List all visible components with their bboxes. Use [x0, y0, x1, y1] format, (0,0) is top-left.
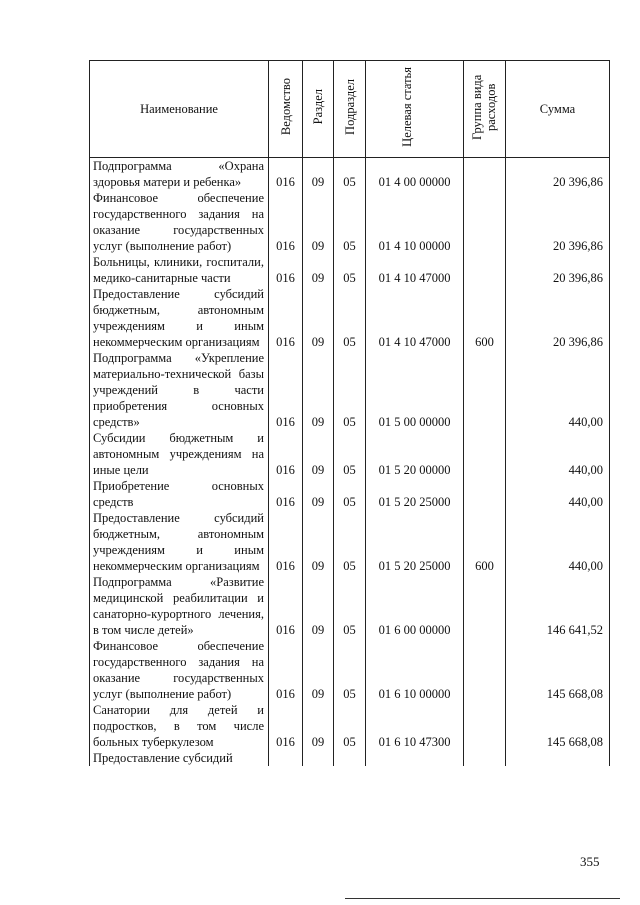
row-vedomstvo [269, 750, 303, 766]
row-razdel: 09 [303, 702, 334, 750]
row-gruppa: 600 [464, 510, 506, 574]
row-name: Предоставление субсидий [90, 750, 269, 766]
row-razdel: 09 [303, 190, 334, 254]
row-vedomstvo: 016 [269, 478, 303, 510]
row-summa: 440,00 [506, 430, 610, 478]
row-razdel: 09 [303, 478, 334, 510]
page-number: 355 [580, 854, 600, 869]
row-statya: 01 4 00 00000 [366, 158, 464, 191]
table-row [90, 350, 610, 430]
table-row [90, 638, 610, 702]
row-statya: 01 4 10 00000 [366, 190, 464, 254]
row-razdel [303, 750, 334, 766]
row-summa: 20 396,86 [506, 190, 610, 254]
table-header-row [90, 61, 610, 158]
row-gruppa [464, 254, 506, 286]
table-row [90, 574, 610, 638]
row-name: Санатории для детей и подростков, в том числе больных туберкулезом [90, 702, 269, 750]
row-summa: 20 396,86 [506, 286, 610, 350]
row-vedomstvo: 016 [269, 158, 303, 191]
row-vedomstvo: 016 [269, 638, 303, 702]
row-summa: 440,00 [506, 350, 610, 430]
header-statya [366, 61, 464, 158]
table-row [90, 430, 610, 478]
row-podrazdel: 05 [334, 478, 366, 510]
header-podrazdel [334, 61, 366, 158]
row-statya: 01 4 10 47000 [366, 254, 464, 286]
row-podrazdel: 05 [334, 254, 366, 286]
row-vedomstvo: 016 [269, 254, 303, 286]
row-vedomstvo: 016 [269, 510, 303, 574]
row-statya: 01 6 10 47300 [366, 702, 464, 750]
row-razdel: 09 [303, 574, 334, 638]
row-statya [366, 750, 464, 766]
table-row [90, 750, 610, 766]
row-gruppa [464, 190, 506, 254]
row-statya: 01 4 10 47000 [366, 286, 464, 350]
row-gruppa [464, 702, 506, 750]
header-gruppa-label: Группа вида расходов [469, 74, 498, 140]
row-summa: 440,00 [506, 510, 610, 574]
row-summa: 20 396,86 [506, 158, 610, 191]
row-name: Подпрограмма «Развитие медицинской реабилитации и санаторно-курортного лечения, в том числе детей» [90, 574, 269, 638]
row-name: Подпрограмма «Охрана здоровья матери и ребенка» [90, 158, 269, 191]
row-podrazdel: 05 [334, 430, 366, 478]
row-podrazdel: 05 [334, 158, 366, 191]
table-row [90, 510, 610, 574]
row-statya: 01 5 00 00000 [366, 350, 464, 430]
table-row [90, 702, 610, 750]
row-razdel: 09 [303, 350, 334, 430]
row-summa [506, 750, 610, 766]
row-vedomstvo: 016 [269, 430, 303, 478]
row-podrazdel: 05 [334, 190, 366, 254]
row-podrazdel: 05 [334, 574, 366, 638]
row-gruppa [464, 430, 506, 478]
table-row [90, 478, 610, 510]
row-vedomstvo: 016 [269, 286, 303, 350]
row-razdel: 09 [303, 158, 334, 191]
row-gruppa: 600 [464, 286, 506, 350]
row-podrazdel: 05 [334, 638, 366, 702]
row-summa: 145 668,08 [506, 638, 610, 702]
table-row [90, 190, 610, 254]
header-summa-label: Сумма [539, 102, 576, 116]
row-podrazdel: 05 [334, 702, 366, 750]
row-summa: 20 396,86 [506, 254, 610, 286]
row-gruppa [464, 350, 506, 430]
header-name-label: Наименование [140, 102, 218, 116]
row-name: Финансовое обеспечение государственного задания на оказание государственных услуг (выполнение работ) [90, 190, 269, 254]
table-body [90, 158, 610, 767]
table-row [90, 254, 610, 286]
header-razdel [303, 61, 334, 158]
row-vedomstvo: 016 [269, 350, 303, 430]
header-razdel-label: Раздел [311, 89, 325, 125]
row-vedomstvo: 016 [269, 702, 303, 750]
row-razdel: 09 [303, 510, 334, 574]
header-podrazdel-label: Подраздел [342, 79, 357, 135]
row-statya: 01 5 20 00000 [366, 430, 464, 478]
row-podrazdel: 05 [334, 510, 366, 574]
row-name: Предоставление субсидий бюджетным, автономным учреждениям и иным некоммерческим организациям [90, 286, 269, 350]
row-statya: 01 5 20 25000 [366, 510, 464, 574]
row-razdel: 09 [303, 638, 334, 702]
row-name: Больницы, клиники, госпитали, медико-санитарные части [90, 254, 269, 286]
row-summa: 440,00 [506, 478, 610, 510]
row-gruppa [464, 158, 506, 191]
row-gruppa [464, 574, 506, 638]
row-gruppa [464, 638, 506, 702]
header-gruppa [464, 61, 506, 158]
header-summa [506, 61, 610, 158]
row-razdel: 09 [303, 254, 334, 286]
row-name: Предоставление субсидий бюджетным, автономным учреждениям и иным некоммерческим организациям [90, 510, 269, 574]
row-summa: 146 641,52 [506, 574, 610, 638]
budget-table [89, 60, 610, 766]
row-vedomstvo: 016 [269, 190, 303, 254]
row-vedomstvo: 016 [269, 574, 303, 638]
footer-rule [345, 898, 620, 899]
row-razdel: 09 [303, 430, 334, 478]
header-vedomstvo [269, 61, 303, 158]
row-razdel: 09 [303, 286, 334, 350]
header-name [90, 61, 269, 158]
row-gruppa [464, 750, 506, 766]
row-name: Подпрограмма «Укрепление материально-технической базы учреждений в части приобретения основных средств» [90, 350, 269, 430]
row-summa: 145 668,08 [506, 702, 610, 750]
row-name: Приобретение основных средств [90, 478, 269, 510]
row-statya: 01 5 20 25000 [366, 478, 464, 510]
table-row [90, 158, 610, 191]
row-statya: 01 6 10 00000 [366, 638, 464, 702]
row-podrazdel: 05 [334, 350, 366, 430]
header-statya-label: Целевая статья [399, 67, 414, 147]
row-name: Финансовое обеспечение государственного задания на оказание государственных услуг (выполнение работ) [90, 638, 269, 702]
header-vedomstvo-label: Ведомство [278, 78, 293, 136]
row-statya: 01 6 00 00000 [366, 574, 464, 638]
row-podrazdel [334, 750, 366, 766]
row-name: Субсидии бюджетным и автономным учреждениям на иные цели [90, 430, 269, 478]
row-gruppa [464, 478, 506, 510]
row-podrazdel: 05 [334, 286, 366, 350]
table-row [90, 286, 610, 350]
